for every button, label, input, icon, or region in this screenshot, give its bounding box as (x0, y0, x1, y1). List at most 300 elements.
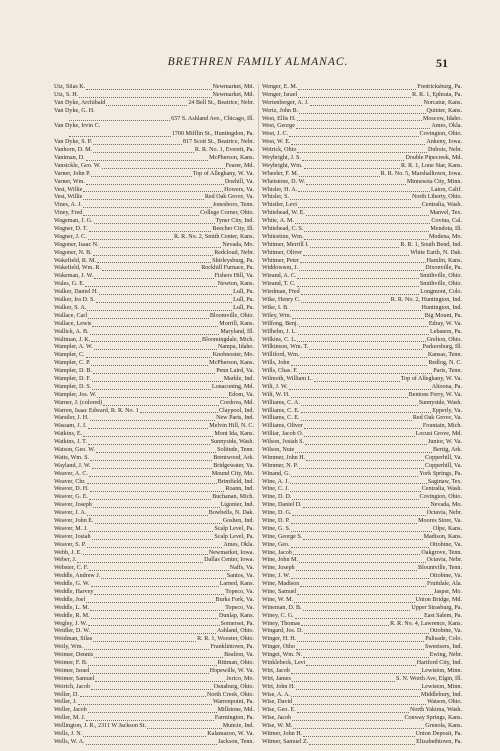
entry-address: Altoona, Pa. (431, 383, 462, 390)
leader-dots (297, 636, 424, 642)
directory-entry (54, 621, 254, 629)
directory-entry (262, 100, 462, 108)
leader-dots (292, 313, 424, 319)
entry-name: Weaver, A. C. (54, 470, 88, 477)
directory-entry (54, 313, 254, 321)
entry-name: Watkins, E. (54, 431, 83, 438)
leader-dots (303, 250, 409, 256)
entry-address: Lonaconing, Md. (211, 383, 254, 390)
entry-address: Bridgewater, Va. (213, 462, 254, 469)
entry-name: Wertenberger, A. J. (262, 99, 309, 106)
entry-address: Saginaw, Tex. (427, 478, 462, 485)
entry-address: Octavia, Nebr. (426, 557, 462, 564)
leader-dots (292, 510, 425, 516)
entry-name: Williams, C. A. (262, 399, 300, 406)
entry-address: Red Oak Grove, Va. (412, 415, 462, 422)
entry-address: Newton, Kans. (217, 281, 254, 288)
entry-address: Huntington, Ind. (421, 304, 462, 311)
entry-name: Weddle, L. M. (54, 604, 90, 611)
leader-dots (94, 273, 213, 279)
directory-entry (262, 676, 462, 684)
leader-dots (297, 116, 422, 122)
entry-address: Lull, Pa. (233, 304, 254, 311)
directory-entry (262, 518, 462, 526)
directory-entry (262, 439, 462, 447)
entry-address: Covina, Cal. (431, 218, 462, 225)
entry-address: Doehill, Va. (224, 178, 254, 185)
entry-name: Wirt, James (262, 675, 291, 682)
leader-dots (291, 668, 421, 674)
directory-entry (54, 131, 254, 139)
leader-dots (86, 84, 211, 90)
entry-name: Wheeler, F. M. (262, 170, 299, 177)
entry-address: Modena, Mo. (428, 233, 462, 240)
entry-name: Witmer, John H. (262, 731, 303, 738)
entry-name: Whitmer, Merrill I. (262, 241, 309, 248)
entry-address: Grenola, Kans. (425, 723, 462, 730)
directory-entry (262, 329, 462, 337)
entry-name: Wine, J. W. (262, 573, 291, 580)
entry-name: Weimer, F. B. (54, 660, 88, 667)
directory-entry (262, 628, 462, 636)
directory-entry (262, 581, 462, 589)
directory-entry (262, 494, 462, 502)
leader-dots (83, 550, 208, 556)
directory-entry (54, 455, 254, 463)
directory-entry (54, 739, 254, 747)
entry-address: Maryland, Ill. (220, 328, 254, 335)
directory-entry (54, 368, 254, 376)
leader-dots (297, 147, 427, 153)
entry-address: Edom, Va. (228, 391, 254, 398)
entry-name: Whetstone, D. W. (262, 178, 306, 185)
directory-entry (54, 692, 254, 700)
directory-entry (262, 431, 462, 439)
directory-entry (262, 376, 462, 384)
directory-entry (262, 597, 462, 605)
directory-entry (54, 297, 254, 305)
entry-address: Ottobine, Va. (429, 541, 462, 548)
directory-entry (262, 692, 462, 700)
entry-name: Weidman, Silas (54, 636, 93, 643)
leader-dots (298, 187, 430, 193)
entry-address: Double Pipecreek, Md. (405, 155, 462, 162)
leader-dots (96, 297, 232, 303)
leader-dots (92, 534, 214, 540)
entry-name: Vaniman, D. (54, 155, 85, 162)
column-divider (258, 84, 259, 712)
entry-name: Winey, C. G. (262, 612, 294, 619)
entry-address: Howers, Va. (224, 186, 254, 193)
entry-name: Wine, Samuel (262, 589, 297, 595)
entry-name: Wakefield, Wm. R. (54, 265, 101, 272)
entry-address: Dubois, Nebr. (427, 147, 462, 154)
entry-address: Mendota, Ill. (430, 226, 462, 233)
entry-address: Kansas, Tenn. (427, 352, 462, 359)
entry-name: Wine, George S. (262, 533, 303, 540)
entry-address: Union Deposit, Pa. (415, 731, 462, 738)
entry-address: Muncie, Ind. (222, 723, 254, 730)
leader-dots (77, 557, 203, 563)
leader-dots (299, 265, 424, 271)
leader-dots (303, 731, 414, 737)
leader-dots (293, 723, 424, 729)
leader-dots (94, 652, 223, 658)
entry-address: Hamlin, Kans. (426, 257, 462, 264)
directory-entry (262, 108, 462, 116)
entry-address: Nampa, Idaho. (217, 344, 254, 351)
directory-entry (54, 226, 254, 234)
entry-name: Wike, Henry C. (262, 297, 301, 304)
entry-name: Wieand, A. C. (262, 273, 297, 280)
entry-name: Weddle, R. M. (54, 612, 90, 619)
directory-entry (54, 463, 254, 471)
entry-name: Wageman, J. G. (54, 218, 93, 225)
leader-dots (90, 668, 208, 674)
entry-name: Weaver, S. P. (54, 541, 86, 548)
entry-name: Weaver, M. J. (54, 525, 88, 532)
leader-dots (298, 84, 416, 90)
entry-name: Whitmer, Peter (262, 257, 299, 264)
leader-dots (304, 234, 428, 240)
directory-entry (54, 660, 254, 668)
directory-entry (54, 84, 254, 92)
directory-entry (54, 321, 254, 329)
entry-address: Topeco, Va. (225, 589, 254, 595)
entry-address: Buchanan, Mich. (212, 494, 254, 501)
leader-dots (291, 692, 420, 698)
entry-name: Wallick, A. B. (54, 328, 89, 335)
entry-address: York Springs, Pa. (419, 470, 462, 477)
directory-entry (262, 392, 462, 400)
leader-dots (90, 605, 224, 611)
directory-entry (54, 352, 254, 360)
directory-entry (262, 423, 462, 431)
leader-dots (304, 628, 429, 634)
entry-name: West, Ellis H. (262, 115, 296, 122)
leader-dots (87, 305, 232, 311)
entry-address: Centralia, Wash. (421, 486, 462, 493)
entry-name: Wayland, J. W. (54, 462, 91, 469)
entry-name: Weddle, Joel (54, 596, 86, 603)
leader-dots (296, 644, 424, 650)
entry-address: Ewing, Nebr. (429, 652, 462, 659)
entry-address: Palisade, Colo. (425, 636, 462, 643)
entry-name: Wales, G. E. (54, 281, 85, 288)
leader-dots (87, 510, 208, 516)
entry-address: Mont Ida, Kans. (214, 431, 254, 438)
leader-dots (300, 258, 426, 264)
directory-entry (262, 455, 462, 463)
entry-name: Warren, Isaac Edward, R. R. No. 1 (54, 407, 139, 414)
directory-entry (54, 534, 254, 542)
directory-entry (54, 502, 254, 510)
entry-address: Kalamazoo, W. Va. (207, 731, 254, 738)
entry-name: Wise, Jacob (262, 715, 292, 722)
entry-address: Jerico, Mo. (226, 675, 254, 682)
leader-dots (297, 273, 418, 279)
leader-dots (91, 360, 208, 366)
entry-name: Wagoner, Isaac N. (54, 241, 99, 248)
directory-entry (262, 471, 462, 479)
directory-entry (54, 408, 254, 416)
leader-dots (314, 376, 400, 382)
leader-dots (89, 471, 211, 477)
entry-name: Widdowson, J. (262, 265, 299, 272)
leader-dots (95, 676, 225, 682)
entry-name: Wise, W. M. (262, 723, 293, 730)
leader-dots (83, 431, 213, 437)
directory-entry (262, 510, 462, 518)
entry-name: Winey, Thomas (262, 620, 301, 627)
leader-dots (95, 518, 222, 524)
leader-dots (93, 368, 215, 374)
entry-name: Winger, H. H. (262, 636, 297, 643)
entry-name: Wiedman, Fred (262, 289, 300, 296)
entry-name: Wine, Jacob (262, 549, 292, 556)
entry-name: Wieand, T. C. (262, 281, 296, 288)
leader-dots (86, 715, 214, 721)
directory-entry (54, 305, 254, 313)
entry-name: Wine, D. G. (262, 510, 292, 517)
leader-dots (295, 447, 432, 453)
leader-dots (106, 100, 187, 106)
entry-address: Bloomville, Ohio. (209, 312, 254, 319)
entry-address: Lebanon, Pa. (430, 328, 462, 335)
directory-entry (54, 573, 254, 581)
directory-entry (262, 163, 462, 171)
leader-dots (294, 597, 415, 603)
leader-dots (93, 636, 196, 642)
entry-address: Lewiston, Minn. (421, 667, 462, 674)
leader-dots (86, 739, 218, 745)
entry-address: Ashland, Ohio. (216, 628, 254, 635)
directory-entry (262, 202, 462, 210)
entry-name: Whitehead, W. E. (262, 210, 305, 217)
entry-name: Wellington, J. R., 2311 W Jackson St. (54, 723, 146, 730)
entry-address: Topeco, Va. (225, 604, 254, 611)
entry-address: Jasper, Mo. (433, 589, 462, 595)
leader-dots (99, 289, 232, 295)
leader-dots (298, 329, 429, 335)
directory-entry (54, 605, 254, 613)
directory-entry (262, 155, 462, 163)
leader-dots (96, 447, 216, 453)
directory-entry (262, 408, 462, 416)
directory-entry (54, 250, 254, 258)
leader-dots (291, 573, 429, 579)
directory-entry (262, 194, 462, 202)
entry-address: Blountville, Tenn. (418, 565, 462, 572)
directory-entry (262, 258, 462, 266)
entry-name: Weller, D. (54, 691, 79, 698)
directory-entry (262, 605, 462, 613)
directory-entry (54, 242, 254, 250)
leader-dots (291, 139, 425, 145)
entry-address: Newmarket, Iowa. (208, 549, 254, 556)
leader-dots (101, 573, 226, 579)
entry-name: Wine, Geo. (262, 541, 290, 548)
entry-address: Quinter, Kans. (426, 107, 462, 114)
entry-name: Varner, John P. (54, 170, 91, 177)
entry-name: Whitestine, Wm. (262, 233, 304, 240)
directory-entry (54, 415, 254, 423)
leader-dots (303, 652, 429, 658)
entry-address: Big Mount, Pa. (424, 312, 462, 319)
entry-name: Wimmer, N. P. (262, 462, 298, 469)
entry-name: Wine, Joseph (262, 565, 295, 572)
entry-address: Ottobine, Va. (429, 573, 462, 580)
entry-name: Wetrick, Ohio (262, 147, 297, 154)
directory-entry (54, 163, 254, 171)
entry-address: Lull, Pa. (233, 289, 254, 296)
leader-dots (69, 116, 170, 122)
directory-entry (54, 510, 254, 518)
entry-name: Wells, J. N. (54, 731, 83, 738)
entry-name: Whisler, S. (262, 194, 290, 201)
leader-dots (298, 92, 411, 98)
leader-dots (91, 171, 191, 177)
entry-address: Copperhill, Va. (425, 462, 462, 469)
directory-entry (262, 699, 462, 707)
entry-address: Madison, Kans. (423, 533, 462, 540)
entry-address: Penn Laird, Va. (216, 368, 254, 375)
leader-dots (297, 281, 419, 287)
entry-name: Watts, Wm. S. (54, 454, 90, 461)
leader-dots (300, 581, 426, 587)
leader-dots (302, 155, 405, 161)
leader-dots (147, 723, 222, 729)
entry-name: Williford, Wm. (262, 352, 300, 359)
entry-address: Dallas Center, Iowa. (204, 557, 254, 564)
entry-name: Whisler, H. A. (262, 186, 298, 193)
entry-address: Roann, Ind. (225, 486, 254, 493)
entry-name: Winklebeck, Levi (262, 660, 306, 667)
directory-entry (54, 486, 254, 494)
leader-dots (306, 455, 424, 461)
entry-address: Smithville, Ohio. (419, 273, 462, 280)
directory-entry (54, 542, 254, 550)
leader-dots (301, 297, 389, 303)
directory-entry (54, 518, 254, 526)
entry-name: West, George (262, 123, 295, 130)
leader-dots (83, 210, 199, 216)
entry-name: Wine, Madison (262, 581, 300, 588)
leader-dots (295, 218, 430, 224)
entry-name: Vines, A. J. (54, 202, 82, 209)
entry-name: Weaver, John E. (54, 517, 94, 524)
entry-name: Weybright, J. S. (262, 155, 301, 162)
entry-address: Brentwood, Ark. (213, 454, 254, 461)
entry-address: Laton, Calif. (431, 186, 462, 193)
entry-name: White, A. M. (262, 218, 294, 225)
entry-address: Ames, Okla. (223, 541, 254, 548)
directory-entry (54, 636, 254, 644)
directory-entry (262, 131, 462, 139)
entry-address: North Liberty, Ohio. (411, 194, 462, 201)
entry-name: Wilkinson, Wm. T. (262, 344, 309, 351)
entry-address: Paris, Tenn. (433, 368, 462, 375)
entry-address: Parkersburg, Ill. (422, 344, 462, 351)
entry-name: Varner, Wm. (54, 178, 85, 185)
directory-entry (262, 502, 462, 510)
directory-entry (54, 392, 254, 400)
entry-name: Wampler, C. P. (54, 360, 91, 367)
leader-dots (90, 415, 215, 421)
entry-address: Edray, W. Va. (428, 320, 462, 327)
entry-name: Walker, Ira D. S. (54, 297, 95, 304)
entry-name: Wenger, Israel (262, 91, 298, 98)
entry-name: Weimer, Samuel (54, 675, 95, 682)
directory-entry (262, 210, 462, 218)
entry-name: Wine, W. M. (262, 596, 294, 603)
entry-name: Wilson, Josiah S. (262, 439, 305, 446)
entry-name: Weidler, D. W. (54, 628, 90, 635)
directory-entry (54, 273, 254, 281)
leader-dots (90, 329, 220, 335)
directory-entry (54, 550, 254, 558)
leader-dots (291, 360, 428, 366)
leader-dots (86, 155, 209, 161)
leader-dots (296, 565, 417, 571)
directory-entry (262, 739, 462, 747)
entry-name: Watson, Geo. W. (54, 446, 95, 453)
leader-dots (297, 589, 433, 595)
entry-address: Moores Store, Va. (418, 517, 462, 524)
directory-entry (262, 226, 462, 234)
leader-dots (102, 163, 225, 169)
entry-name: Wilt, J. W. (262, 383, 288, 390)
entry-address: 24 Bell St., Beatrice, Nebr. (188, 99, 254, 106)
directory-entry (54, 108, 254, 116)
entry-address: Conway Springs, Kans. (404, 715, 462, 722)
directory-entry (54, 581, 254, 589)
entry-address: Shirleysburg, Pa. (212, 257, 254, 264)
leader-dots (93, 147, 194, 153)
directory-entry (54, 116, 254, 124)
entry-name: Williams, C. E. (262, 415, 300, 422)
entry-address: North Yakima, Wash. (409, 707, 462, 714)
leader-dots (296, 123, 430, 129)
entry-name: Van Dyke, Archibald (54, 99, 106, 106)
directory-entry (54, 171, 254, 179)
entry-name: Viney, Fred (54, 210, 83, 217)
directory-entry (262, 384, 462, 392)
entry-address: East Salem, Pa. (424, 612, 462, 619)
leader-dots (91, 337, 201, 343)
entry-name: Wagner, J. C. (54, 233, 87, 240)
leader-dots (310, 242, 400, 248)
entry-address: Hopewille, W. Va. (209, 667, 254, 674)
directory-entry (262, 116, 462, 124)
leader-dots (83, 202, 212, 208)
directory-entry (262, 707, 462, 715)
directory-entry (54, 234, 254, 242)
directory-entry (54, 155, 254, 163)
directory-entry (54, 668, 254, 676)
directory-entry (262, 573, 462, 581)
leader-dots (90, 455, 212, 461)
directory-entry (262, 715, 462, 723)
entry-name: Weaver, D. H. (54, 486, 89, 493)
directory-entry (54, 676, 254, 684)
leader-dots (91, 613, 218, 619)
entry-address: Sweetsers, Ind. (424, 644, 462, 651)
directory-entry (54, 210, 254, 218)
leader-dots (87, 542, 222, 548)
entry-address: Markle, Ind. (223, 375, 254, 382)
entry-address: Somerset, Pa. (220, 620, 254, 627)
